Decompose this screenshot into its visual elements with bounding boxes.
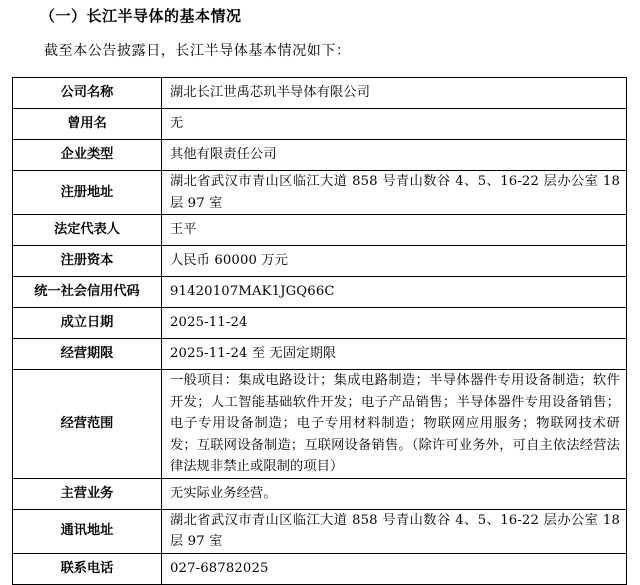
row-label: 通讯地址	[13, 509, 162, 553]
table-row-phone	[13, 553, 627, 584]
table-row-registered-capital	[13, 246, 627, 277]
row-value	[162, 370, 627, 479]
row-label: 统一社会信用代码	[13, 277, 162, 308]
table-row-registered-address	[13, 171, 627, 215]
row-value	[162, 509, 627, 553]
row-label: 经营期限	[13, 339, 162, 370]
row-value: 027-68782025	[162, 553, 627, 584]
row-value: 无	[162, 109, 627, 140]
row-label: 企业类型	[13, 140, 162, 171]
table-row-operating-period	[13, 339, 627, 370]
table-row-company-type	[13, 140, 627, 171]
row-label: 注册地址	[13, 171, 162, 215]
row-label: 法定代表人	[13, 215, 162, 246]
section-title: （一）长江半导体的基本情况	[40, 7, 242, 25]
row-label: 公司名称	[13, 78, 162, 109]
row-value: 2025-11-24 至 无固定期限	[162, 339, 627, 370]
row-label: 注册资本	[13, 246, 162, 277]
table-row-business-scope	[13, 370, 627, 479]
row-value: 其他有限责任公司	[162, 140, 627, 171]
table-row-established-date	[13, 308, 627, 339]
table-row-main-business	[13, 478, 627, 509]
intro-text: 截至本公告披露日，长江半导体基本情况如下：	[44, 43, 351, 59]
row-value-text: 湖北省武汉市青山区临江大道 858 号青山数谷 4、5、16-22 层办公室 18 层 97 室	[170, 512, 620, 549]
row-value: 湖北长江世禹芯玑半导体有限公司	[162, 78, 627, 109]
row-label: 成立日期	[13, 308, 162, 339]
row-value-text: 湖北省武汉市青山区临江大道 858 号青山数谷 4、5、16-22 层办公室 18 层 97 室	[170, 174, 620, 211]
table-row-legal-representative	[13, 215, 627, 246]
table-row-mailing-address	[13, 509, 627, 553]
row-value: 2025-11-24	[162, 308, 627, 339]
table-row-former-name	[13, 109, 627, 140]
row-label: 联系电话	[13, 553, 162, 584]
company-info-table	[12, 77, 627, 585]
row-value: 王平	[162, 215, 627, 246]
row-value: 无实际业务经营。	[162, 478, 627, 509]
row-label: 曾用名	[13, 109, 162, 140]
table-row-credit-code	[13, 277, 627, 308]
row-value: 91420107MAK1JGQ66C	[162, 277, 627, 308]
row-value: 人民币 60000 万元	[162, 246, 627, 277]
row-label: 经营范围	[13, 370, 162, 479]
table-row-company-name	[13, 78, 627, 109]
row-label: 主营业务	[13, 478, 162, 509]
row-value-text: 一般项目：集成电路设计；集成电路制造；半导体器件专用设备制造；软件开发；人工智能基础软件开发；电子产品销售；半导体器件专用设备销售；电子专用设备制造；电子专用材料制造；物联网应用服务；物联网技术研发；互联网设备制造；互联网设备销售。（除许可业务外，可自主依法经营法律法规非禁止或限制的项目）	[170, 373, 620, 474]
row-value	[162, 171, 627, 215]
